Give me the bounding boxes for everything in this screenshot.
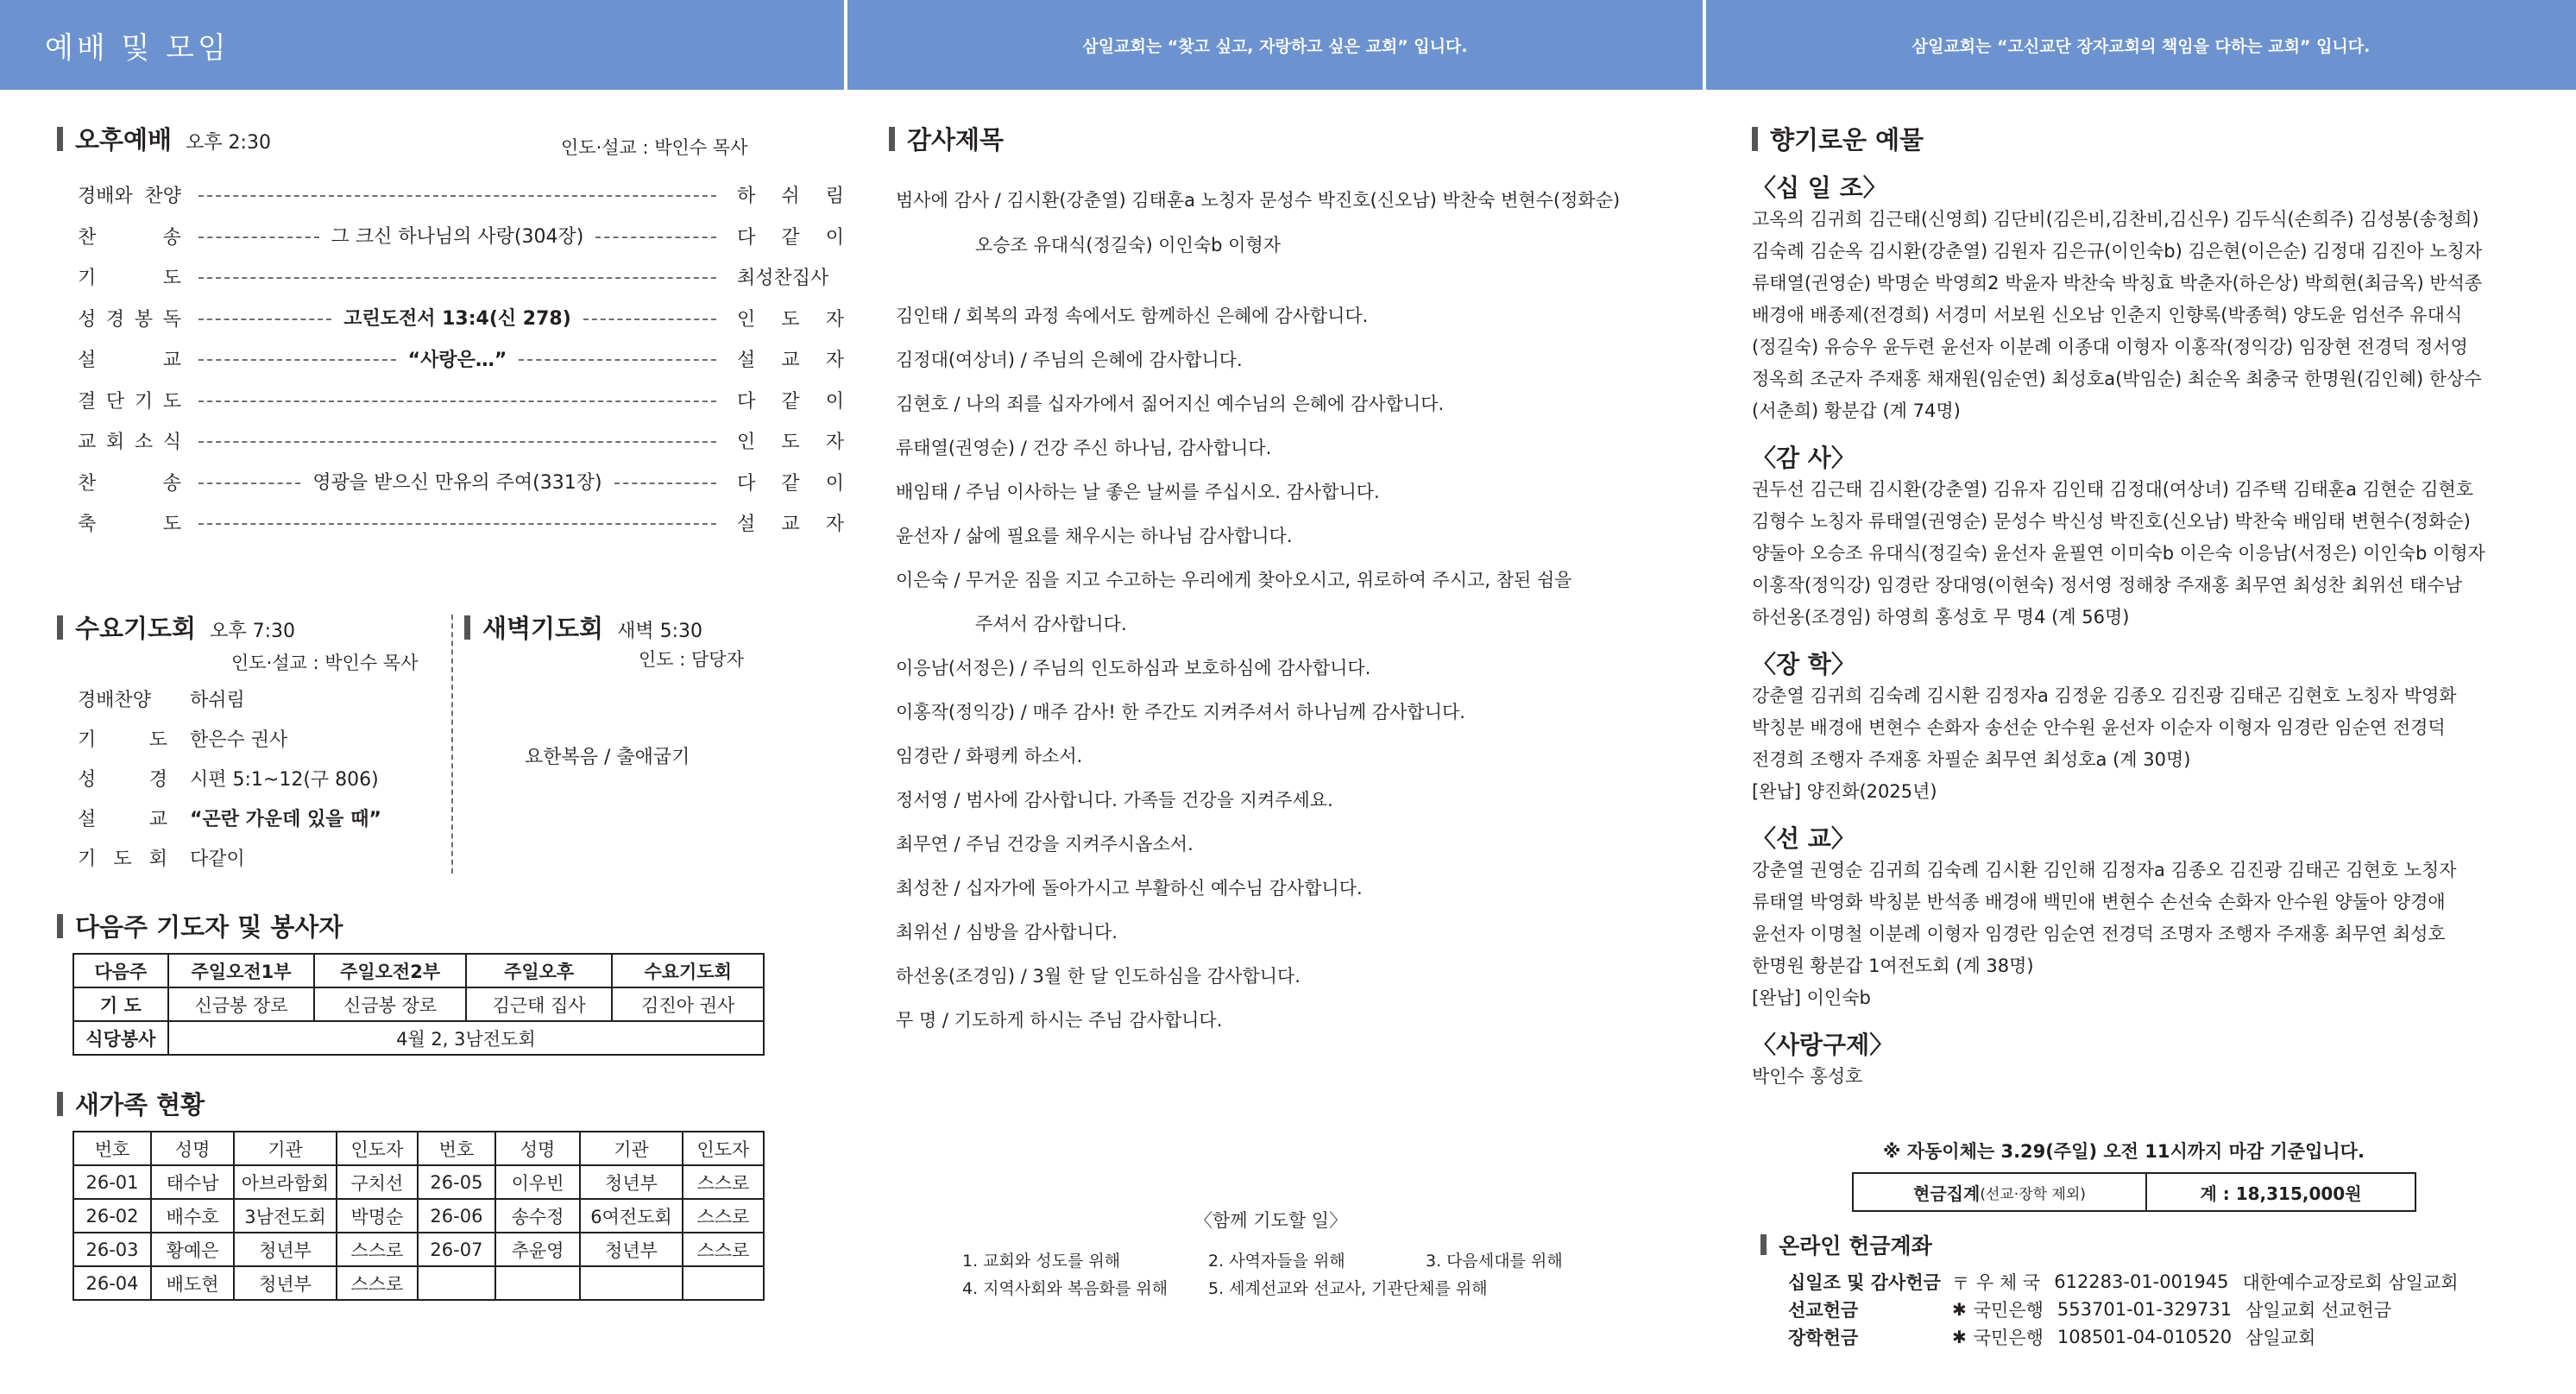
table-header-row bbox=[73, 954, 764, 987]
order-person: 인 도 자 bbox=[737, 432, 844, 453]
kb-bank-icon: ✱ bbox=[1952, 1327, 1967, 1347]
afternoon-service-heading bbox=[57, 121, 271, 156]
wed-label: 설 교 bbox=[78, 809, 167, 830]
table-header: 다음주 bbox=[73, 954, 168, 987]
thanks-item: 김정대(여상녀) / 주님의 은혜에 감사합니다. bbox=[896, 350, 1243, 370]
offering-heading bbox=[1752, 121, 1924, 156]
dashed-leader bbox=[198, 401, 716, 402]
table-header: 인도자 bbox=[683, 1132, 764, 1165]
cash-total-box bbox=[1852, 1172, 2416, 1212]
offering-line: 양둘아 오승조 유대식(정길숙) 윤선자 윤필연 이미숙b 이은숙 이응남(서정은) 이인숙b 이형자 bbox=[1752, 543, 2485, 564]
order-row bbox=[78, 263, 829, 289]
dashed-leader bbox=[198, 359, 396, 361]
table-cell: 4월 2, 3남전도회 bbox=[168, 1021, 764, 1055]
table-cell: 스스로 bbox=[683, 1165, 764, 1199]
section-title: 새가족 현황 bbox=[75, 1090, 205, 1120]
table-cell: 26-02 bbox=[73, 1199, 151, 1233]
order-label: 설 교 bbox=[78, 350, 181, 371]
offering-line: (정길숙) 유승우 윤두련 윤선자 이분례 이종대 이형자 이홍작(정익강) 임장현 전경덕 정서영 bbox=[1752, 337, 2468, 357]
banner-motto-1: 삼일교회는 “찾고 싶고, 자랑하고 싶은 교회” 입니다. bbox=[1082, 36, 1468, 56]
order-person: 설 교 자 bbox=[737, 350, 844, 371]
table-header: 성명 bbox=[151, 1132, 234, 1165]
table-header: 주일오전2부 bbox=[314, 954, 466, 987]
table-header: 번호 bbox=[73, 1132, 151, 1165]
table-header: 성명 bbox=[495, 1132, 580, 1165]
order-label: 축 도 bbox=[78, 514, 181, 535]
thanks-item: 주셔서 감사합니다. bbox=[975, 614, 1127, 634]
table-cell: 태수남 bbox=[151, 1165, 234, 1199]
table-cell: 청년부 bbox=[234, 1233, 337, 1266]
offering-line: (서춘희) 황분갑 (계 74명) bbox=[1752, 401, 1961, 421]
account-holder: 삼일교회 bbox=[2245, 1328, 2316, 1348]
order-item: 그 크신 하나님의 사랑(304장) bbox=[331, 226, 584, 248]
auto-transfer-note: ※ 자동이체는 3.29(주일) 오전 11시까지 마감 기준입니다. bbox=[1883, 1141, 2365, 1162]
thanks-item: 최위선 / 심방을 감사합니다. bbox=[896, 922, 1118, 943]
order-row bbox=[78, 469, 844, 495]
account-number: 553701-01-329731 bbox=[2056, 1299, 2233, 1320]
table-header-row bbox=[73, 1132, 764, 1165]
order-leader-line bbox=[198, 263, 716, 289]
offering-line: 박칭분 배경애 변현수 손화자 송선순 안수원 윤선자 이순자 이형자 임경란 임순연 전경덕 bbox=[1752, 717, 2446, 738]
table-cell: 배도현 bbox=[151, 1266, 234, 1300]
banner-title: 예배 및 모임 bbox=[45, 30, 230, 66]
wednesday-prayer-heading bbox=[57, 609, 295, 645]
table-row bbox=[73, 987, 764, 1021]
table-row bbox=[73, 1021, 764, 1055]
offering-line: 고옥의 김귀희 김근태(신영희) 김단비(김은비,김찬비,김신우) 김두식(손희주) 김성봉(송청희) bbox=[1752, 209, 2479, 230]
thanks-item: 이홍작(정익강) / 매주 감사! 한 주간도 지켜주셔서 하나님께 감사합니다. bbox=[896, 702, 1465, 722]
order-row bbox=[78, 345, 844, 371]
dashed-leader bbox=[198, 237, 319, 238]
cash-total-note: (선교·장학 제외) bbox=[1980, 1185, 2086, 1203]
wed-value: 한은수 권사 bbox=[190, 729, 288, 751]
table-cell: 박명순 bbox=[337, 1199, 418, 1233]
section-title: 감사제목 bbox=[907, 125, 1005, 155]
offering-section-names bbox=[1752, 855, 2529, 1014]
new-family-heading bbox=[57, 1086, 205, 1121]
offering-line: 박인수 홍성호 bbox=[1752, 1066, 1863, 1087]
order-person: 다 같 이 bbox=[737, 472, 844, 495]
section-bar bbox=[57, 127, 63, 151]
dawn-scripture: 요한복음 / 출애굽기 bbox=[525, 747, 690, 768]
order-person: 설 교 자 bbox=[737, 514, 844, 535]
pray-together-title: 〈함께 기도할 일〉 bbox=[1194, 1210, 1348, 1231]
afternoon-leader: 인도·설교 : 박인수 목사 bbox=[561, 137, 748, 158]
table-cell: 식당봉사 bbox=[73, 1021, 168, 1055]
section-bar bbox=[464, 615, 470, 640]
section-title: 수요기도회 bbox=[75, 614, 197, 643]
order-label: 기 도 bbox=[78, 268, 181, 289]
bank-name: 국민은행 bbox=[1973, 1300, 2044, 1321]
table-cell: 26-03 bbox=[73, 1233, 151, 1266]
wed-value: 하쉬림 bbox=[190, 690, 245, 711]
thanks-heading bbox=[889, 121, 1004, 156]
service-time: 오후 2:30 bbox=[186, 132, 271, 154]
order-row bbox=[78, 509, 844, 535]
account-number: 108501-04-010520 bbox=[2056, 1327, 2233, 1347]
thanks-item: 오승조 유대식(정길숙) 이인숙b 이형자 bbox=[975, 235, 1282, 255]
account-kind: 십일조 및 감사헌금 bbox=[1788, 1272, 1941, 1293]
table-cell: 신금봉 장로 bbox=[314, 987, 466, 1021]
order-leader-line bbox=[198, 223, 716, 249]
table-cell: 26-01 bbox=[73, 1165, 151, 1199]
offering-section-heading: 〈선 교〉 bbox=[1752, 824, 1855, 853]
bank-name: 국민은행 bbox=[1973, 1328, 2044, 1348]
thanks-item: 범사에 감사 / 김시환(강춘열) 김태훈a 노칭자 문성수 박진호(신오남) 박찬숙 변현수(정화순) bbox=[896, 190, 1621, 211]
next-week-table bbox=[72, 953, 765, 1056]
offering-line: 강춘열 권영순 김귀희 김숙례 김시환 김인해 김정자a 김종오 김진광 김태곤 김현호 노칭자 bbox=[1752, 860, 2457, 880]
offering-line: 하선옹(조경임) 하영희 홍성호 무 명4 (계 56명) bbox=[1752, 607, 2130, 628]
section-title: 새벽기도회 bbox=[482, 614, 604, 643]
order-person: 인 도 자 bbox=[737, 308, 844, 331]
offering-section-names bbox=[1752, 1061, 2529, 1093]
pray-item: 2. 사역자들을 위해 bbox=[1208, 1252, 1345, 1271]
post-office-icon: 〒 bbox=[1952, 1272, 1969, 1294]
offering-line: 류태열 박영화 박칭분 반석종 배경애 백민애 변현수 손선숙 손화자 안수원 양둘아 양경애 bbox=[1752, 892, 2446, 912]
dashed-leader bbox=[198, 195, 716, 197]
pray-item: 5. 세계선교와 선교사, 기관단체를 위해 bbox=[1208, 1279, 1488, 1298]
section-bar bbox=[1760, 1234, 1767, 1255]
table-header: 주일오후 bbox=[466, 954, 613, 987]
dashed-leader bbox=[519, 359, 716, 361]
offering-section-heading: 〈장 학〉 bbox=[1752, 650, 1855, 678]
account-row bbox=[1788, 1269, 2459, 1295]
column-divider bbox=[451, 615, 453, 874]
table-cell: 신금봉 장로 bbox=[168, 987, 315, 1021]
cash-total-label: 현금집계 bbox=[1913, 1183, 1981, 1204]
table-cell: 청년부 bbox=[580, 1165, 683, 1199]
order-label: 결 단 기 도 bbox=[78, 390, 181, 413]
order-person: 다 같 이 bbox=[737, 390, 844, 413]
pray-item: 3. 다음세대를 위해 bbox=[1426, 1252, 1563, 1271]
table-cell: 청년부 bbox=[234, 1266, 337, 1300]
table-cell: 김진아 권사 bbox=[612, 987, 764, 1021]
account-number: 612283-01-001945 bbox=[2054, 1271, 2229, 1292]
order-label: 교 회 소 식 bbox=[78, 432, 181, 453]
table-cell: 추윤영 bbox=[495, 1233, 580, 1266]
thanks-item: 배임태 / 주님 이사하는 날 좋은 날씨를 주십시오. 감사합니다. bbox=[896, 482, 1380, 502]
offering-line: 이홍작(정익강) 임경란 장대영(이현숙) 정서영 정해창 주재홍 최무연 최성찬 최위선 태수남 bbox=[1752, 575, 2463, 596]
table-row bbox=[73, 1165, 764, 1199]
table-cell: 26-04 bbox=[73, 1266, 151, 1300]
wed-label: 기 도 bbox=[78, 729, 167, 751]
wed-value: 다같이 bbox=[190, 848, 245, 870]
thanks-item: 김현호 / 나의 죄를 십자가에서 짊어지신 예수님의 은혜에 감사합니다. bbox=[896, 394, 1445, 414]
service-time: 오후 7:30 bbox=[210, 621, 295, 642]
table-cell: 26-07 bbox=[418, 1233, 495, 1266]
dashed-leader bbox=[583, 319, 716, 320]
dashed-leader bbox=[198, 523, 716, 525]
order-leader-line bbox=[198, 427, 716, 453]
offering-section-heading: 〈사랑구제〉 bbox=[1752, 1031, 1894, 1059]
table-header: 기관 bbox=[234, 1132, 337, 1165]
offering-line: [완납] 양진화(2025년) bbox=[1752, 781, 1937, 802]
dashed-leader bbox=[198, 277, 716, 279]
table-cell: 기 도 bbox=[73, 987, 168, 1021]
header-banner-right bbox=[1706, 0, 2576, 90]
offering-line: 전경희 조행자 주재홍 차필순 최무연 최성호a (계 30명) bbox=[1752, 749, 2191, 770]
offering-section-heading: 〈감 사〉 bbox=[1752, 444, 1855, 472]
order-leader-line bbox=[198, 469, 716, 495]
offering-line: 강춘열 김귀희 김숙례 김시환 김정자a 김정윤 김종오 김진광 김태곤 김현호 노칭자 박영화 bbox=[1752, 685, 2457, 706]
cash-total-value: 계 : 18,315,000원 bbox=[2200, 1183, 2362, 1204]
pray-item: 1. 교회와 성도를 위해 bbox=[962, 1252, 1121, 1271]
table-cell: 아브라함회 bbox=[234, 1165, 337, 1199]
table-cell: 황예은 bbox=[151, 1233, 234, 1266]
thanks-item: 하선옹(조경임) / 3월 한 달 인도하심을 감사합니다. bbox=[896, 966, 1301, 987]
service-time: 새벽 5:30 bbox=[617, 621, 702, 642]
table-row bbox=[73, 1266, 764, 1300]
offering-section-names bbox=[1752, 204, 2529, 427]
table-cell: 배수호 bbox=[151, 1199, 234, 1233]
thanks-item: 이응남(서정은) / 주님의 인도하심과 보호하심에 감사합니다. bbox=[896, 658, 1371, 678]
offering-line: 배경애 배종제(전경희) 서경미 서보원 신오남 인춘지 인향록(박종혁) 양도윤 엄선주 유대식 bbox=[1752, 305, 2463, 325]
offering-line: 김형수 노칭자 류태열(권영순) 문성수 박신성 박진호(신오남) 박찬숙 배임태 변현수(정화순) bbox=[1752, 511, 2471, 532]
thanks-item: 최무연 / 주님 건강을 지켜주시옵소서. bbox=[896, 834, 1194, 855]
offering-section-heading: 〈십 일 조〉 bbox=[1752, 173, 1887, 202]
table-header: 인도자 bbox=[337, 1132, 418, 1165]
account-holder: 대한예수교장로회 삼일교회 bbox=[2242, 1272, 2459, 1293]
table-cell bbox=[580, 1266, 683, 1300]
order-label: 찬 송 bbox=[78, 472, 181, 495]
order-row bbox=[78, 223, 844, 249]
wed-label: 성 경 bbox=[78, 769, 167, 791]
section-bar bbox=[889, 127, 895, 151]
order-label: 성 경 봉 독 bbox=[78, 308, 181, 331]
thanks-item: 윤선자 / 삶에 필요를 채우시는 하나님 감사합니다. bbox=[896, 526, 1293, 546]
table-cell: 3남전도회 bbox=[234, 1199, 337, 1233]
offering-line: 윤선자 이명철 이분례 이형자 임경란 임순연 전경덕 조명자 조행자 주재홍 최무연 최성호 bbox=[1752, 924, 2446, 944]
dashed-leader bbox=[198, 483, 300, 484]
table-cell: 26-06 bbox=[418, 1199, 495, 1233]
table-cell bbox=[683, 1266, 764, 1300]
account-kind: 선교헌금 bbox=[1788, 1300, 1859, 1321]
banner-motto-2: 삼일교회는 “고신교단 장자교회의 책임을 다하는 교회” 입니다. bbox=[1912, 36, 2371, 56]
order-person: 최성찬 집사 bbox=[737, 268, 829, 289]
cash-total-label-cell bbox=[1854, 1174, 2147, 1210]
table-header: 수요기도회 bbox=[612, 954, 764, 987]
order-row bbox=[78, 305, 844, 331]
thanks-item: 무 명 / 기도하게 하시는 주님 감사합니다. bbox=[896, 1010, 1223, 1031]
kb-bank-icon: ✱ bbox=[1952, 1299, 1967, 1320]
next-week-heading bbox=[57, 908, 343, 943]
dashed-leader bbox=[198, 319, 331, 320]
section-title: 온라인 헌금계좌 bbox=[1779, 1233, 1932, 1258]
order-item: “사랑은…” bbox=[407, 349, 507, 371]
section-title: 다음주 기도자 및 봉사자 bbox=[75, 912, 343, 942]
table-row bbox=[73, 1233, 764, 1266]
wed-value: “곤란 가운데 있을 때” bbox=[190, 809, 381, 830]
section-bar bbox=[1752, 127, 1758, 151]
offering-section-names bbox=[1752, 680, 2529, 808]
section-title: 향기로운 예물 bbox=[1770, 125, 1924, 155]
thanks-item: 김인태 / 회복의 과정 속에서도 함께하신 은혜에 감사합니다. bbox=[896, 306, 1369, 326]
table-cell: 스스로 bbox=[337, 1266, 418, 1300]
dashed-leader bbox=[198, 441, 716, 443]
account-holder: 삼일교회 선교헌금 bbox=[2245, 1300, 2392, 1321]
order-leader-line bbox=[198, 345, 716, 371]
table-cell: 김근태 집사 bbox=[466, 987, 613, 1021]
header-banner-worship bbox=[0, 0, 844, 90]
order-label: 경배와 찬양 bbox=[78, 186, 181, 207]
order-person: 하 쉬 림 bbox=[737, 186, 844, 207]
thanks-item: 최성찬 / 십자가에 돌아가시고 부활하신 예수님 감사합니다. bbox=[896, 878, 1363, 899]
dawn-prayer-heading bbox=[464, 609, 702, 645]
table-header: 주일오전1부 bbox=[168, 954, 315, 987]
table-cell: 스스로 bbox=[683, 1199, 764, 1233]
order-row bbox=[78, 427, 844, 453]
offering-line: 권두선 김근태 김시환(강춘열) 김유자 김인태 김정대(여상녀) 김주택 김태훈a 김현순 김현호 bbox=[1752, 479, 2474, 500]
wed-value: 시편 5:1~12(구 806) bbox=[190, 769, 379, 791]
order-leader-line bbox=[198, 181, 716, 207]
order-person: 다 같 이 bbox=[737, 226, 844, 249]
order-row bbox=[78, 181, 844, 207]
account-kind: 장학헌금 bbox=[1788, 1328, 1859, 1348]
table-cell: 스스로 bbox=[337, 1233, 418, 1266]
section-title: 오후예배 bbox=[75, 125, 173, 155]
order-leader-line bbox=[198, 509, 716, 535]
thanks-item: 이은숙 / 무거운 짐을 지고 수고하는 우리에게 찾아오시고, 위로하여 주시고, 참된 쉼을 bbox=[896, 570, 1572, 590]
table-cell bbox=[418, 1266, 495, 1300]
dashed-leader bbox=[614, 483, 716, 484]
dawn-leader: 인도 : 담당자 bbox=[639, 649, 744, 670]
table-cell: 26-05 bbox=[418, 1165, 495, 1199]
table-cell: 청년부 bbox=[580, 1233, 683, 1266]
wed-label: 기 도 회 bbox=[78, 848, 167, 870]
table-cell: 이우빈 bbox=[495, 1165, 580, 1199]
order-leader-line bbox=[198, 305, 716, 331]
table-header: 번호 bbox=[418, 1132, 495, 1165]
bank-name: 우 체 국 bbox=[1976, 1272, 2041, 1293]
offering-line: 한명원 황분갑 1여전도회 (계 38명) bbox=[1752, 956, 2034, 976]
header-banner-middle bbox=[847, 0, 1703, 90]
order-leader-line bbox=[198, 387, 716, 413]
offering-line: 정옥희 조군자 주재홍 채재원(임순연) 최성호a(박임순) 최순옥 최충국 한명원(김인혜) 한상수 bbox=[1752, 369, 2482, 389]
table-cell: 구치선 bbox=[337, 1165, 418, 1199]
wednesday-leader: 인도·설교 : 박인수 목사 bbox=[231, 653, 419, 673]
order-item: 영광을 받으신 만유의 주여(331장) bbox=[312, 472, 602, 494]
order-row bbox=[78, 387, 844, 413]
wed-label: 경배찬양 bbox=[78, 690, 152, 711]
online-heading bbox=[1760, 1229, 1932, 1260]
thanks-item: 임경란 / 화평케 하소서. bbox=[896, 746, 1083, 766]
section-bar bbox=[57, 1092, 63, 1116]
table-cell: 6여전도회 bbox=[580, 1199, 683, 1233]
offering-line: [완납] 이인숙b bbox=[1752, 987, 1871, 1008]
order-item: 고린도전서 13:4(신 278) bbox=[343, 308, 571, 330]
pray-item: 4. 지역사회와 복음화를 위해 bbox=[962, 1279, 1168, 1298]
order-label: 찬 송 bbox=[78, 226, 181, 249]
dashed-leader bbox=[595, 237, 716, 238]
table-row bbox=[73, 1199, 764, 1233]
table-cell: 스스로 bbox=[683, 1233, 764, 1266]
offering-line: 김숙례 김순옥 김시환(강춘열) 김원자 김은규(이인숙b) 김은현(이은순) 김정대 김진아 노칭자 bbox=[1752, 241, 2483, 262]
section-bar bbox=[57, 914, 63, 938]
table-cell: 송수정 bbox=[495, 1199, 580, 1233]
table-header: 기관 bbox=[580, 1132, 683, 1165]
account-row bbox=[1788, 1296, 2391, 1322]
table-cell bbox=[495, 1266, 580, 1300]
section-bar bbox=[57, 615, 63, 640]
offering-line: 류태열(권영순) 박명순 박영희2 박윤자 박찬숙 박칭효 박춘자(하은상) 박희현(최금옥) 반석종 bbox=[1752, 273, 2483, 293]
thanks-item: 류태열(권영순) / 건강 주신 하나님, 감사합니다. bbox=[896, 438, 1272, 458]
new-family-table bbox=[72, 1131, 765, 1301]
offering-section-names bbox=[1752, 474, 2529, 634]
thanks-item: 정서영 / 범사에 감사합니다. 가족들 건강을 지켜주세요. bbox=[896, 790, 1333, 811]
account-row bbox=[1788, 1324, 2315, 1350]
